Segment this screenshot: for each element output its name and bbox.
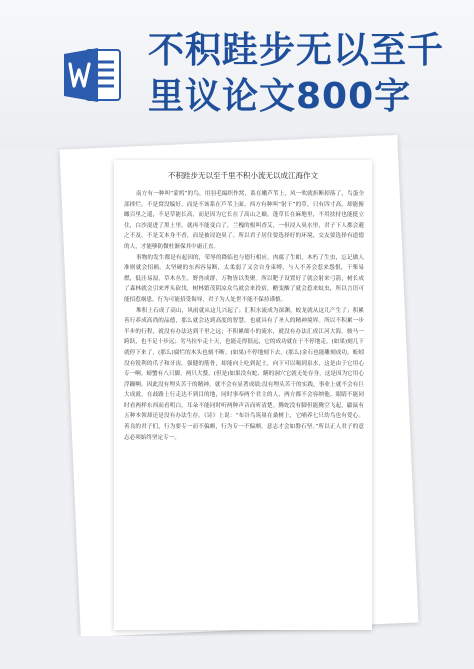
document-paragraph-2: 事物的发生都是有起因的，荣辱的降临也与德行相应。肉腐了生蛆，木朽了生虫，忘记做人准则就会招祸。太坚硬的东西容易断，太柔弱了又会自身束缚，与人不善会惹来怨恨，干柴易燃，低洼易湿，草木丛生，野兽成群，万物皆以类聚。所以靶子设置好了就会射来弓箭，树长成了森林就会引来斧头砍伐，树林繁茂阴凉众鸟就会来投宿，醋变酸了就会惹来蚊虫，所以言语可能招惹祸患，行为可能招受侮辱，君子为人处世不能不保持谨慎。 — [124, 254, 364, 303]
document-paragraph-1: 南方有一种叫“蒙鸠”的鸟，用羽毛编织作窝，系在嫩芦苇上，风一吹就折断掉落了，鸟蛋全部摔烂。不是窝没编好，而是不该系在芦苇上面。西方有种叫“射干”的草，只有四寸高，却能俯瞰百里之遥，不是草能长高，而是因为它长在了高山之巅。蓬草长在麻地里，不用扶持也能挺立住，白沙混进了黑土里，就再不能变白了，兰槐的根叫香艾，一但浸入臭水里，君子下人都会避之不及，不是艾本身不香，而是被浸泡臭了。所以君子居住要选择好的环境，交友要选择有道德的人，才能够防微杜渐保其中庸正直。 — [124, 191, 364, 250]
document-title: 不积跬步无以至千里不积小流无以成江海作文 — [168, 171, 318, 180]
document-body — [114, 189, 372, 443]
word-document-icon — [62, 44, 124, 106]
hero-title — [148, 28, 468, 120]
hero-banner — [0, 0, 474, 150]
document-paragraph-3: 堆积土石成了高山，风雨就从这儿兴起了；汇积水流成为深渊，蛟龙就从这儿产生了；积累善行养成高尚的品德，那么就会达到高度的智慧，也就具有了圣人的精神境界。所以不积累一步半步的行程，就没有办法达到千里之远；不积累细小的流水，就没有办法汇成江河大海。骏马一跨跃，也不足十步远；劣马拉车走十天，也能走得很远，它的成功就在于不停地走。(如果)刻几下就停下来了，(那么)腐烂的木头也刻不断。(如果)不停地刻下去，(那么)金石也能雕刻成功。蚯蚓没有锐利的爪子和牙齿，强健的筋骨，却能向上吃到泥土，向下可以喝到泉水，这是由于它用心专一啊。螃蟹有八只脚，两只大螯，(但是)如果没有蛇、鳝的洞穴它就无处存身，这是因为它用心浮躁啊。因此没有埋头苦干的精神，就不会有显著成绩;没有埋头苦干的实践，事业上就不会有巨大成就。在歧路上行走达不到目的地，同时事奉两个君主的人，两方都不会容纳他。眼睛不能同时看两样东西而看明白，耳朵不能同时听两种声音而听清楚。腾蛇没有脚但能腾空飞起，鼯鼠有五种本领却还是没有办法生存。《诗》上说：“布谷鸟筑巢在桑树上，它哺养七只幼鸟也有爱心。善良的君子们，行为要专一而不偏颇，行为专一不偏颇，意志才会如磐石坚。”所以正人君子的意志必须始终坚定专一。 — [124, 307, 364, 441]
footer-strip — [0, 636, 474, 669]
document-page[interactable] — [114, 160, 372, 630]
hero-title-line-2: 里议论文800字 — [148, 76, 412, 117]
hero-title-line-1: 不积跬步无以至千 — [148, 30, 445, 71]
